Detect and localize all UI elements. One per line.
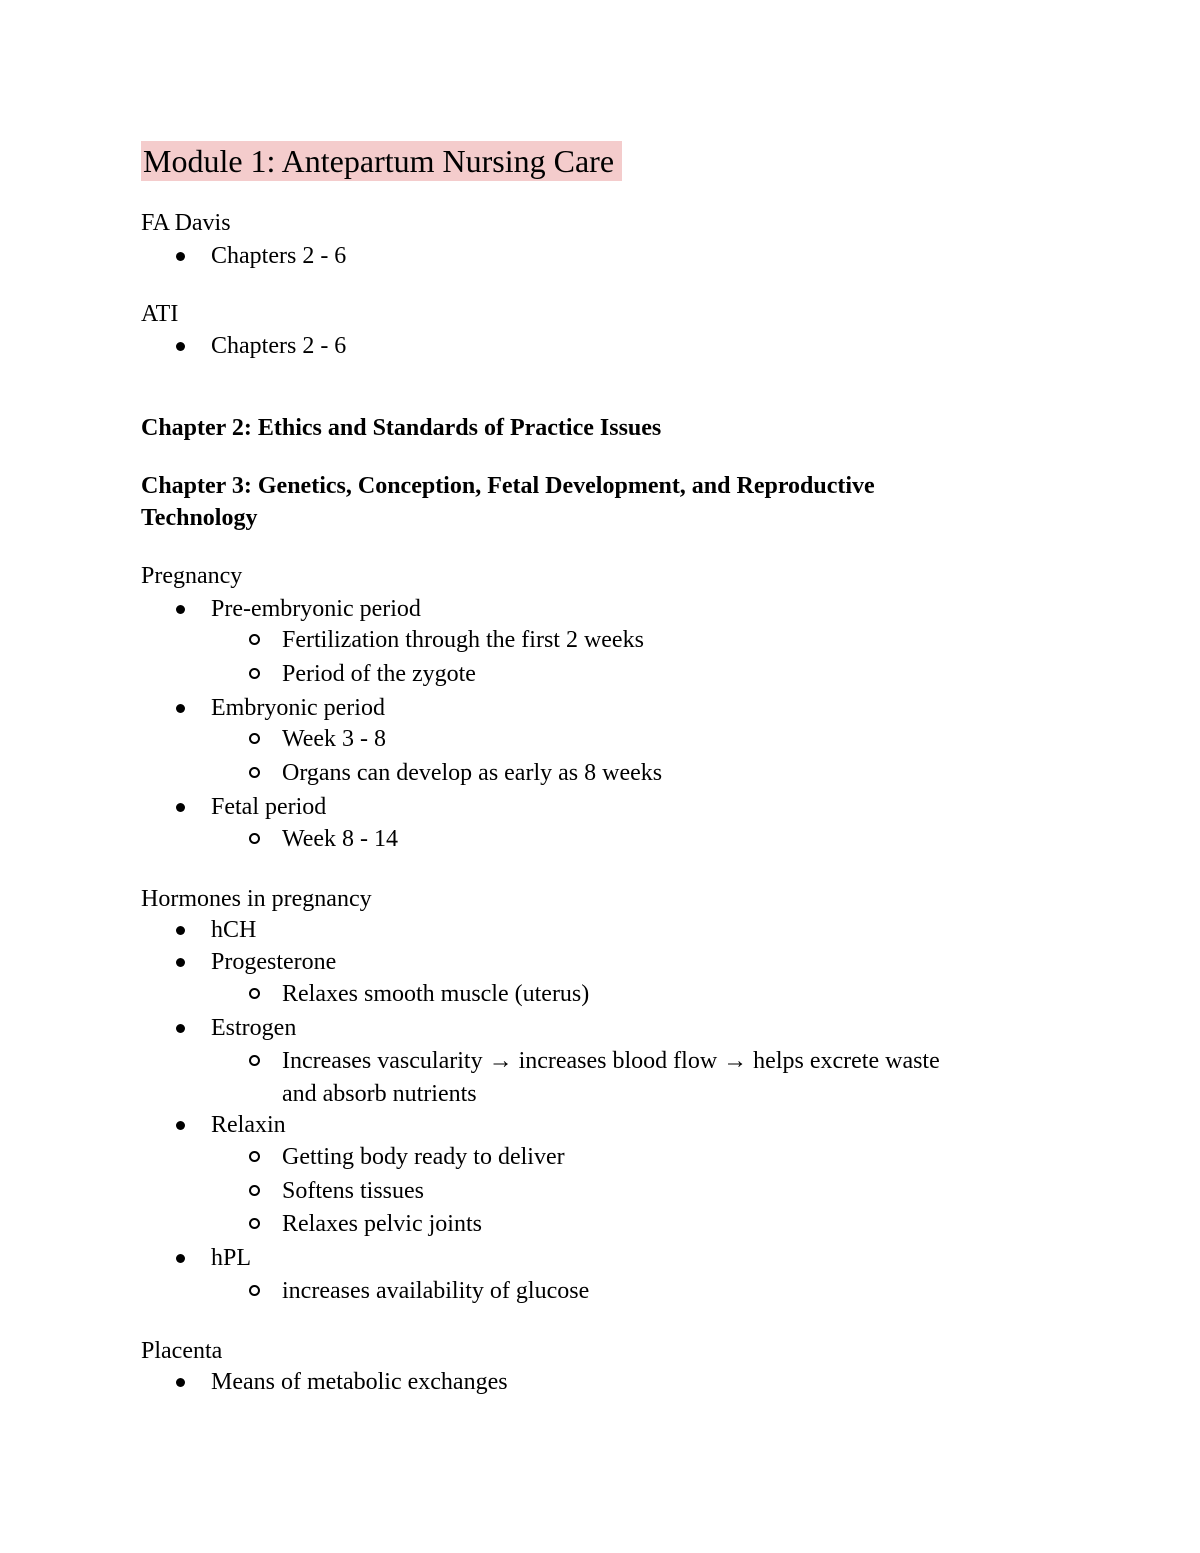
placenta-heading: Placenta [141,1338,223,1364]
hormone-item: hPL [211,1245,252,1271]
bullet-icon [176,1121,185,1130]
circle-bullet-icon [249,1151,260,1162]
pregnancy-heading: Pregnancy [141,563,243,589]
bullet-icon [176,958,185,967]
circle-bullet-icon [249,767,260,778]
circle-bullet-icon [249,1055,260,1066]
circle-bullet-icon [249,833,260,844]
hormone-item: hCH [211,917,257,943]
circle-bullet-icon [249,733,260,744]
module-title [141,141,622,181]
hormone-subitem: Increases vascularity → increases blood flow → helps excrete waste [282,1048,940,1074]
bullet-icon [176,704,185,713]
source-item-fa-davis: Chapters 2 - 6 [211,243,347,269]
hormone-subitem: Relaxes smooth muscle (uterus) [282,981,590,1007]
source-heading-fa-davis: FA Davis [141,210,231,236]
circle-bullet-icon [249,668,260,679]
pregnancy-subitem: Week 8 - 14 [282,826,399,852]
hormone-subitem: Getting body ready to deliver [282,1144,565,1170]
hormone-item: Progesterone [211,949,337,975]
chapter-3-heading-line1: Chapter 3: Genetics, Conception, Fetal Development, and Reproductive [141,473,875,499]
bullet-icon [176,605,185,614]
pregnancy-item: Fetal period [211,794,327,820]
bullet-icon [176,803,185,812]
bullet-icon [176,1378,185,1387]
hormones-heading: Hormones in pregnancy [141,886,372,912]
pregnancy-subitem: Week 3 - 8 [282,726,387,752]
pregnancy-item: Embryonic period [211,695,385,721]
bullet-icon [176,252,185,261]
circle-bullet-icon [249,634,260,645]
bullet-icon [176,1254,185,1263]
source-item-ati: Chapters 2 - 6 [211,333,347,359]
hormone-subitem: increases availability of glucose [282,1278,590,1304]
pregnancy-item: Pre-embryonic period [211,596,421,622]
pregnancy-subitem: Period of the zygote [282,661,476,687]
hormone-item: Relaxin [211,1112,286,1138]
circle-bullet-icon [249,988,260,999]
placenta-item: Means of metabolic exchanges [211,1369,508,1395]
circle-bullet-icon [249,1185,260,1196]
circle-bullet-icon [249,1285,260,1296]
module-title-text: Module 1: Antepartum Nursing Care [143,143,615,179]
hormone-subitem: Softens tissues [282,1178,425,1204]
bullet-icon [176,342,185,351]
hormone-subitem-continued: and absorb nutrients [282,1081,477,1107]
bullet-icon [176,1024,185,1033]
chapter-3-heading-line2: Technology [141,505,258,531]
bullet-icon [176,926,185,935]
chapter-2-heading: Chapter 2: Ethics and Standards of Practice Issues [141,415,662,441]
circle-bullet-icon [249,1218,260,1229]
hormone-item: Estrogen [211,1015,297,1041]
pregnancy-subitem: Organs can develop as early as 8 weeks [282,760,663,786]
source-heading-ati: ATI [141,301,179,327]
hormone-subitem: Relaxes pelvic joints [282,1211,482,1237]
pregnancy-subitem: Fertilization through the first 2 weeks [282,627,644,653]
